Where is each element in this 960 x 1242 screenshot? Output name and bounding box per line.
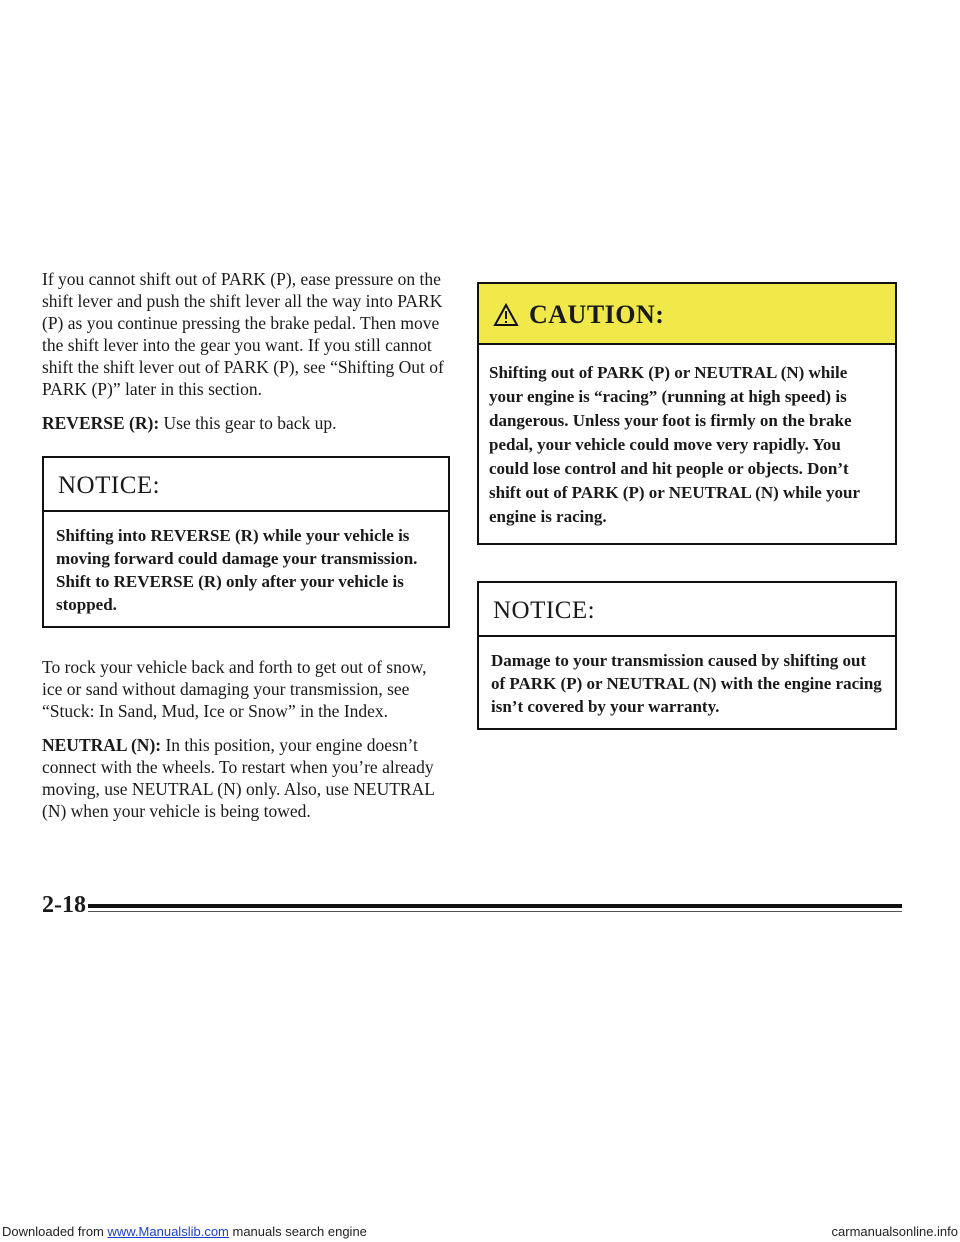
manualslib-link[interactable]: www.Manualslib.com [107, 1224, 229, 1239]
caution-header [479, 284, 895, 345]
rock-paragraph: To rock your vehicle back and forth to get out of snow, ice or sand without damaging your transmission, see “Stuck: In Sand, Mud, Ice or Snow” in the Index. [42, 657, 427, 721]
watermark-site: carmanualsonline.info [831, 1224, 958, 1239]
caution-box [477, 282, 897, 545]
warning-triangle-icon [493, 303, 519, 327]
reverse-lead: REVERSE (R): [42, 413, 160, 433]
download-bar [0, 1222, 960, 1242]
notice-box-reverse [42, 456, 450, 628]
notice-body: Damage to your transmission caused by shifting out of PARK (P) or NEUTRAL (N) with the engine racing isn’t covered by your warranty. [491, 651, 882, 716]
page-number: 2-18 [42, 892, 86, 918]
notice-title: NOTICE: [58, 472, 161, 499]
page-footer [42, 892, 902, 922]
notice-body: Shifting into REVERSE (R) while your vehicle is moving forward could damage your transmission. Shift to REVERSE (R) only after your vehicle is stopped. [56, 526, 418, 614]
download-prefix: Downloaded from [2, 1224, 108, 1239]
neutral-lead: NEUTRAL (N): [42, 735, 162, 755]
neutral-text: In this position, your engine doesn’t connect with the wheels. To restart when you’re already moving, use NEUTRAL (N) only. Also, use NEUTRAL (N) when your vehicle is being towed. [42, 735, 435, 821]
park-paragraph: If you cannot shift out of PARK (P), ease pressure on the shift lever and push the shift lever all the way into PARK (P) as you continue pressing the brake pedal. Then move the shift lever into the gear you want. If you still cannot shift the shift lever out of PARK (P), see “Shifting Out of PARK (P)” later in this section. [42, 269, 444, 399]
left-column [42, 268, 450, 834]
neutral-paragraph [42, 734, 450, 822]
reverse-text: Use this gear to back up. [159, 413, 337, 433]
reverse-paragraph [42, 412, 450, 434]
footer-rule [88, 904, 902, 908]
caution-body: Shifting out of PARK (P) or NEUTRAL (N) while your engine is “racing” (running at high speed) is dangerous. Unless your foot is firmly on the brake pedal, your vehicle could move very rapidly. You could lose control and hit people or objects. Don’t shift out of PARK (P) or NEUTRAL (N) while your engine is racing. [489, 363, 860, 526]
footer-rule-thin [88, 911, 902, 912]
caution-title: CAUTION: [529, 300, 665, 329]
download-suffix: manuals search engine [228, 1224, 367, 1239]
notice-header [479, 583, 895, 637]
download-credit [2, 1224, 367, 1239]
notice-header [44, 458, 448, 512]
right-column [477, 282, 897, 730]
notice-title: NOTICE: [493, 597, 596, 624]
notice-box-warranty [477, 581, 897, 730]
